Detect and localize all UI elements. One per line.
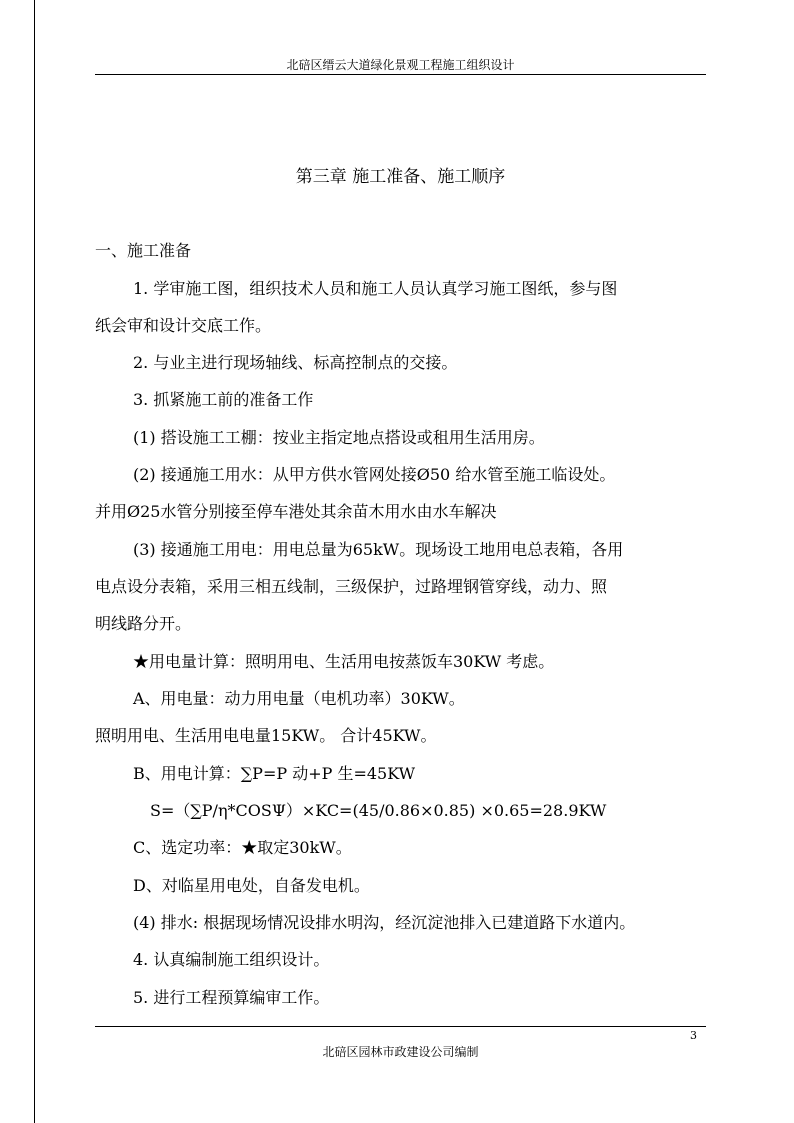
page-number: 3 — [690, 1029, 697, 1042]
left-margin-line — [34, 0, 35, 1123]
body-line: 5. 进行工程预算编审工作。 — [133, 988, 330, 1007]
body-line: 3. 抓紧施工前的准备工作 — [133, 390, 314, 409]
body-line: B、用电计算：∑P=P 动+P 生=45KW — [133, 764, 416, 783]
body-line: 并用Ø25水管分别接至停车港处其余苗木用水由水车解决 — [95, 502, 497, 521]
body-line: ★用电量计算：照明用电、生活用电按蒸饭车30KW 考虑。 — [133, 652, 555, 671]
body-line: 纸会审和设计交底工作。 — [95, 316, 272, 335]
body-line: 4. 认真编制施工组织设计。 — [133, 950, 330, 969]
body-line: 照明用电、生活用电电量15KW。 合计45KW。 — [95, 726, 437, 745]
body-line: (2) 接通施工用水：从甲方供水管网处接Ø50 给水管至施工临设处。 — [133, 465, 616, 484]
body-line: A、用电量：动力用电量（电机功率）30KW。 — [133, 689, 465, 708]
body-line: C、选定功率：★取定30kW。 — [133, 838, 352, 857]
page-header: 北碚区缙云大道绿化景观工程施工组织设计 — [286, 58, 515, 72]
section-heading: 一、施工准备 — [95, 241, 192, 260]
chapter-title: 第三章 施工准备、施工顺序 — [295, 167, 506, 187]
body-line: (3) 接通施工用电：用电总量为65kW。现场设工地用电总表箱，各用 — [133, 540, 624, 559]
body-line: 2. 与业主进行现场轴线、标高控制点的交接。 — [133, 353, 458, 372]
formula-line: S=（∑P/η*COSΨ）×KC=(45/0.86×0.85) ×0.65=28.9KW — [150, 801, 607, 820]
body-line: (4) 排水: 根据现场情况设排水明沟，经沉淀池排入已建道路下水道内。 — [133, 913, 636, 932]
body-line: 电点设分表箱，采用三相五线制，三级保护，过路埋钢管穿线，动力、照 — [95, 577, 608, 596]
page-footer: 北碚区园林市政建设公司编制 — [322, 1045, 479, 1059]
footer-rule — [95, 1026, 706, 1027]
header-rule — [95, 74, 706, 75]
body-line: (1) 搭设施工工棚：按业主指定地点搭设或租用生活用房。 — [133, 428, 545, 447]
body-line: 1. 学审施工图，组织技术人员和施工人员认真学习施工图纸，参与图 — [133, 279, 618, 298]
body-line: 明线路分开。 — [95, 614, 192, 633]
body-line: D、对临星用电处，自备发电机。 — [133, 876, 370, 895]
